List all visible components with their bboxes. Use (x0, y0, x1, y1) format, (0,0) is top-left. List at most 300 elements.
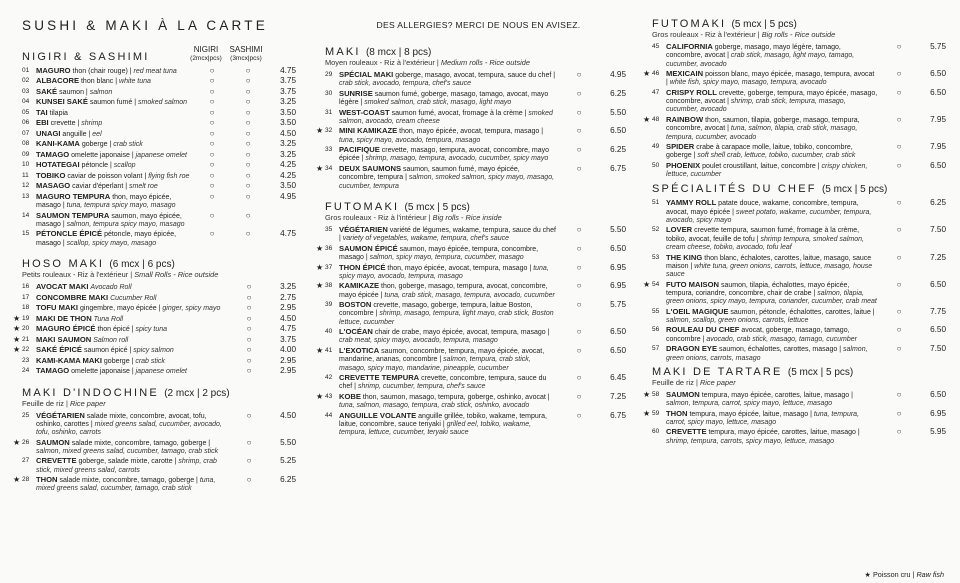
item-description: SUNRISE saumon fumé, goberge, masago, tamago, avocat, mayo légère | smoked salmon, crab stick, masago, light mayo (339, 88, 549, 107)
item-desc-en: smelt roe (129, 183, 158, 191)
item-desc-en: salmon, tempura, carrot, spicy mayo, lettuce, masago (666, 400, 833, 408)
item-price: 4.75 (280, 324, 296, 334)
item-desc-fr: poisson blanc, mayo épicée, masago, tempura, avocat (705, 71, 875, 79)
item-desc-en: white tuna (119, 78, 151, 86)
item-desc-fr: thon, saumon, tilapia, goberge, masago, tempura, concombre, avocat (666, 116, 860, 133)
item-desc-en: salmon, smoked salmon, spicy mayo, masago, cucumber, tempura (339, 174, 555, 190)
item-name: SAUMON ÉPICÉ (339, 243, 398, 253)
right-column (643, 0, 960, 583)
item-description: MINI KAMIKAZE thon, mayo épicée, avocat, tempura, masago | tuna, spicy mayo, avocado, tempura, masago (339, 126, 544, 144)
menu-item (22, 77, 302, 86)
item-number: 11 (22, 171, 29, 179)
item-price: 3.75 (280, 86, 296, 96)
raw-fish-legend: ★ Poisson cru | Raw fish (864, 570, 944, 579)
item-desc-fr: salade mixte, concombre, tamago, goberge (59, 477, 195, 485)
item-description: PÉTONCLE ÉPICÉ pétoncle, mayo épicée, masago | scallop, spicy mayo, masago (36, 229, 177, 247)
item-description: MASAGO caviar d'éperlant | smelt roe (36, 181, 158, 191)
item-description: KOBE thon, saumon, masago, tempura, goberge, oshinko, avocat | tuna, salmon, masago, tempura, crab stick, oshinko, avocado (339, 391, 550, 410)
order-circle-icon: ○ (576, 163, 582, 173)
item-description: PACIFIQUE crevette, masago, tempura, avocat, concombre, mayo épicée | shrimp, masago, tempura, avocado, cucumber, spicy mayo (339, 145, 550, 163)
item-description: CREVETTE TEMPURA crevette, concombre, tempura, sauce du chef | shrimp, cucumber, tempura, chef's sauce (339, 373, 547, 391)
item-desc-fr: saumon fumé, goberge, masago, tamago, avocat, mayo légère (339, 90, 549, 107)
item-price: 7.95 (930, 114, 946, 124)
item-description: CRISPY ROLL crevette, goberge, tempura, mayo épicée, masago, concombre, avocat | shrimp, crab stick, tempura, masago, cucumber, avocado (666, 87, 878, 114)
item-description: SAUMON TEMPURA saumon, mayo épicée, masago | salmon, tempura spicy mayo, masago (36, 210, 185, 228)
item-name: KANI-KAMA (36, 139, 80, 149)
item-number: 25 (22, 411, 30, 419)
item-price: 6.25 (610, 145, 626, 155)
item-description: CALIFORNIA goberge, masago, mayo légère, tamago, concombre, avocat | crab stick, masago, light mayo, tamago, cucumber, avocado (666, 42, 855, 68)
item-desc-en: tuna, tempura spicy mayo, masago (66, 202, 176, 210)
menu-item (316, 262, 632, 282)
item-description: RAINBOW thon, saumon, tilapia, goberge, masago, tempura, concombre, avocat | tuna, salmon, tilapia, crab stick, masago, tempura, cucumber, avocado (666, 114, 860, 141)
tartare-title: MAKI DE TARTARE (5 mcx | 5 pcs) (652, 365, 854, 378)
item-number: 50 (652, 161, 660, 169)
item-number: 40 (325, 328, 333, 336)
item-desc-fr: gingembre, mayo épicée (80, 305, 157, 313)
item-name: MAGURO ÉPICÉ (36, 324, 96, 334)
nigiri-circle-icon: ○ (209, 181, 215, 191)
raw-fish-star-icon: ★ (316, 262, 324, 272)
item-name: MAGURO TEMPURA (36, 191, 111, 201)
order-circle-icon: ○ (576, 410, 582, 420)
order-circle-icon: ○ (896, 87, 902, 97)
item-desc-fr: crevette, masago, tempura, avocat, concombre, mayo épicée (339, 147, 550, 163)
menu-item (22, 119, 302, 128)
item-number: 06 (22, 119, 30, 127)
item-desc-fr: goberge, masago, mayo légère, tamago, concombre, avocat (666, 44, 841, 60)
raw-fish-star-icon: ★ (13, 334, 21, 344)
item-desc-en: scallop (113, 162, 136, 170)
item-price: 6.50 (930, 279, 946, 289)
item-desc-fr: saumon, pétoncle, échalottes, carottes, laitue (730, 308, 871, 316)
item-number: 44 (325, 411, 333, 419)
item-desc-fr: caviar d'éperlant (72, 183, 124, 191)
allergy-notice: DES ALLERGIES? MERCI DE NOUS EN AVISEZ. (376, 20, 581, 30)
item-name: PHOENIX (666, 160, 701, 170)
item-description: SAUMON salade mixte, concombre, tamago, goberge | salmon, mixed greens salad, cucumber, tamago, crab stick (36, 437, 219, 455)
item-desc-fr: crevette, concombre, tempura, sauce du chef (339, 375, 547, 391)
item-price: 6.25 (280, 475, 296, 485)
order-circle-icon: ○ (246, 313, 252, 323)
order-circle-icon: ○ (245, 107, 251, 117)
item-name: L'OEIL MAGIQUE (666, 306, 729, 316)
item-number: 01 (22, 67, 30, 74)
item-desc-en: variety of vegetables, wakame, tempura, chef's sauce (342, 235, 510, 243)
item-price: 6.25 (930, 198, 946, 208)
item-desc-en: salmon, green onions, carrots, masago (666, 346, 868, 362)
menu-item (13, 345, 302, 355)
item-description: KANI-KAMA goberge | crab stick (36, 139, 143, 149)
item-name: TOFU MAKI (36, 303, 79, 313)
item-price: 5.50 (610, 224, 626, 234)
item-price: 3.75 (280, 76, 296, 86)
raw-fish-star-icon: ★ (316, 281, 324, 291)
item-description: THON salade mixte, concombre, tamago, goberge | tuna, mixed greens salad, cucumber, tamago, crab stick (36, 475, 216, 493)
item-number: 22 (22, 346, 30, 354)
order-circle-icon: ○ (576, 300, 582, 310)
item-desc-fr: thon blanc, échalotes, carottes, laitue, masago, sauce maison (666, 254, 872, 270)
item-number: 39 (325, 301, 333, 309)
item-name: CONCOMBRE MAKI (36, 292, 109, 302)
item-price: 6.75 (610, 410, 626, 420)
menu-item (13, 324, 302, 334)
item-number: 20 (22, 325, 30, 333)
item-desc-fr: tempura, mayo épicée, carottes, laitue, masago (708, 429, 856, 437)
order-circle-icon: ○ (245, 229, 251, 239)
item-number: 19 (22, 314, 30, 322)
item-price: 2.95 (280, 366, 296, 376)
order-circle-icon: ○ (245, 139, 251, 149)
item-name: CRISPY ROLL (666, 87, 717, 97)
item-description: VÉGÉTARIEN variété de légumes, wakame, tempura, sauce du chef | variety of vegetables, wakame, tempura, chef's sauce (339, 224, 556, 243)
item-desc-en: japanese omelet (135, 368, 187, 376)
raw-fish-star-icon: ★ (316, 391, 324, 401)
item-price: 4.00 (280, 345, 296, 355)
hoso-title: HOSO MAKI (6 mcx | 6 pcs) (22, 258, 175, 271)
item-description: THON tempura, mayo épicée, laitue, masago | tuna, tempura, carrot, spicy mayo, lettuce, masago (666, 408, 860, 426)
menu-item (22, 367, 302, 376)
order-circle-icon: ○ (896, 69, 902, 79)
item-description: PHOENIX poulet croustillant, laitue, concombre | crispy chicken, lettuce, cucumber (666, 160, 868, 179)
menu-item (316, 126, 632, 145)
item-description (36, 283, 232, 292)
item-desc-fr: saumon (59, 88, 84, 96)
item-price: 6.50 (610, 243, 626, 253)
item-name: SAUMON (36, 437, 70, 447)
order-circle-icon: ○ (245, 76, 251, 86)
item-price: 4.95 (610, 70, 626, 79)
hoso-list (13, 282, 302, 376)
item-number: 54 (652, 280, 660, 288)
item-name: SAUMON (666, 389, 700, 399)
item-desc-en: sweet potato, wakame, cucumber, tempura, avocado, spicy mayo (666, 208, 872, 224)
item-description (36, 109, 194, 118)
item-price: 5.75 (610, 300, 626, 310)
item-name: MAKI DE THON (36, 313, 92, 323)
item-description: CREVETTE tempura, mayo épicée, carottes, laitue, masago | shrimp, tempura, carrots, spicy mayo, lettuce, masago (666, 427, 860, 445)
item-name: KUNSEI SAKÉ (36, 97, 88, 107)
item-name: TOBIKO (36, 170, 66, 180)
item-number: 21 (22, 335, 30, 343)
item-desc-fr: goberge, masago, avocat, tempura, sauce du chef (395, 72, 552, 79)
item-desc-fr: thon, mayo épicée, avocat, tempura, masago (387, 264, 528, 272)
menu-item (652, 428, 952, 446)
item-desc-en: white fish, spicy mayo, masago, tempura, avocado (669, 79, 827, 87)
item-price: 6.50 (610, 345, 626, 355)
menu-item (652, 345, 952, 363)
item-price: 7.50 (930, 344, 946, 354)
item-description: CREVETTE goberge, salade mixte, carotte | shrimp, crab stick, mixed greens salad, carrots (36, 456, 217, 474)
item-price: 6.25 (610, 88, 626, 98)
menu-item (22, 161, 302, 170)
menu-item (22, 98, 302, 107)
menu-item (652, 162, 952, 180)
order-circle-icon: ○ (245, 170, 251, 180)
menu-item (22, 193, 302, 211)
menu-item (316, 281, 632, 300)
item-name: CALIFORNIA (666, 42, 713, 51)
item-desc-fr: thon blanc (80, 78, 114, 86)
item-desc-fr: crevette tempura, saumon fumé, fromage à la crème, tobiko, avocat, feuille de tofu (666, 227, 860, 243)
raw-fish-star-icon: ★ (316, 163, 324, 173)
item-name: ROULEAU DU CHEF (666, 325, 740, 335)
item-description (36, 336, 232, 345)
item-number: 35 (325, 225, 333, 233)
item-number: 48 (652, 115, 660, 123)
item-desc-fr: caviar de poisson volant (67, 172, 143, 180)
item-price: 4.95 (280, 191, 296, 201)
order-circle-icon: ○ (245, 66, 251, 75)
menu-item (22, 283, 302, 292)
order-circle-icon: ○ (896, 325, 902, 335)
menu-item (325, 109, 632, 127)
nigiri-circle-icon: ○ (209, 170, 215, 180)
raw-fish-star-icon: ★ (643, 408, 651, 418)
order-circle-icon: ○ (896, 114, 902, 124)
item-desc-en: ginger, spicy mayo (162, 305, 221, 313)
raw-fish-star-icon: ★ (13, 475, 21, 485)
order-circle-icon: ○ (896, 344, 902, 354)
menu-item (22, 109, 302, 118)
item-desc-en: salmon, spicy mayo, tempura, cucumber, masago (369, 254, 524, 262)
item-name: MINI KAMIKAZE (339, 126, 398, 136)
order-circle-icon: ○ (576, 126, 582, 136)
item-price: 6.75 (610, 163, 626, 173)
item-desc-fr: saumon, mayo épicée, masago (36, 212, 182, 228)
order-circle-icon: ○ (576, 70, 582, 79)
item-desc-en: Cucumber Roll (110, 294, 157, 302)
item-name: UNAGI (36, 128, 61, 138)
item-desc-fr: thon, mayo épicée, masago (36, 193, 172, 210)
item-desc-fr: crabe à carapace molle, laitue, tobiko, concombre, goberge (666, 144, 853, 160)
raw-fish-star-icon: ★ (316, 243, 324, 253)
item-number: 55 (652, 307, 660, 315)
order-circle-icon: ○ (576, 327, 582, 337)
item-description: DRAGON EYE saumon, échalottes, carottes, masago | salmon, green onions, carrots, masago (666, 344, 868, 362)
order-circle-icon: ○ (245, 86, 251, 96)
menu-item (13, 313, 302, 324)
item-name: CREVETTE TEMPURA (339, 373, 420, 383)
item-name: HOTATEGAI (36, 160, 80, 170)
item-desc-en: tuna, mixed greens salad, cucumber, tamago, crab stick (36, 477, 216, 493)
order-circle-icon: ○ (246, 410, 252, 420)
order-circle-icon: ○ (245, 160, 251, 170)
item-name: TAMAGO (36, 149, 70, 159)
item-number: 04 (22, 98, 30, 106)
menu-item (22, 304, 302, 313)
item-desc-fr: saumon, tilapia, échalottes, mayo épicée, tempura, coriandre, concombre, chair de crabe (666, 281, 850, 297)
order-circle-icon: ○ (246, 334, 252, 344)
order-circle-icon: ○ (246, 456, 252, 466)
item-desc-en: salmon, mixed greens salad, cucumber, tamago, crab stick (36, 447, 219, 455)
order-circle-icon: ○ (896, 427, 902, 437)
item-description: KAMIKAZE thon, goberge, masago, tempura, avocat, concombre, mayo épicée | tuna, crab stick, masago, tempura, avocado, cucumber (339, 281, 555, 299)
order-circle-icon: ○ (896, 408, 902, 418)
item-price: 6.50 (930, 160, 946, 170)
menu-item (316, 391, 632, 411)
indochine-title: MAKI D'INDOCHINE (2 mcx | 2 pcs) (22, 386, 230, 399)
item-desc-en: salmon, tempura spicy mayo, masago (66, 220, 185, 228)
order-circle-icon: ○ (245, 191, 251, 201)
item-desc-fr: poulet croustillant, laitue, concombre (702, 162, 816, 170)
order-circle-icon: ○ (576, 281, 582, 291)
item-number: 07 (22, 129, 30, 137)
item-name: KAMI-KAMA MAKI (36, 355, 102, 365)
item-name: THON (666, 408, 688, 418)
order-circle-icon: ○ (245, 128, 251, 138)
maki-subtitle: Moyen rouleaux - Riz à l'extérieur | Medium rolls - Rice outside (325, 58, 531, 67)
menu-item (13, 437, 302, 457)
item-desc-fr: salade mixte, concombre, avocat, tofu, oshinko, carottes (36, 412, 207, 428)
menu-item (652, 326, 952, 344)
nigiri-circle-icon: ○ (209, 160, 215, 170)
item-desc-en: tuna, crab stick, masago, tempura, avocado, cucumber (384, 291, 555, 299)
item-price: 7.25 (610, 391, 626, 401)
item-description: TAMAGO omelette japonaise | japanese omelet (36, 149, 187, 159)
item-desc-en: shrimp, crab stick, tempura, masago, cucumber, avocado (666, 98, 846, 114)
raw-fish-star-icon: ★ (13, 345, 21, 355)
futomaki-b-subtitle: Gros rouleaux - Riz à l'extérieur | Big rolls - Rice outside (652, 30, 836, 39)
item-name: KOBE (339, 391, 361, 401)
item-description: SAUMON ÉPICÉ saumon, mayo épicée, tempura, concombre, masago | salmon, spicy mayo, tempura, cucumber, masago (339, 243, 539, 262)
item-desc-en: white tuna, green onions, carrots, lettuce, masago, house sauce (666, 262, 873, 279)
item-number: 43 (325, 392, 333, 400)
item-desc-fr: anguille (62, 130, 87, 138)
item-price: 2.95 (280, 355, 296, 365)
item-desc-en: salmon, scallop, green onions, carrots, lettuce (666, 317, 809, 324)
item-price: 6.95 (930, 408, 946, 418)
menu-item (22, 357, 302, 366)
nigiri-col-label: NIGIRI (193, 45, 219, 54)
order-circle-icon: ○ (246, 355, 252, 365)
item-number: 57 (652, 345, 660, 353)
item-price: 6.95 (610, 262, 626, 272)
item-name: KAMIKAZE (339, 281, 380, 291)
item-desc-fr: avocat, goberge, masago, tamago, concombre (666, 327, 850, 343)
item-desc-fr: saumon fumé, avocat, fromage à la crème (391, 109, 523, 117)
nigiri-circle-icon: ○ (209, 128, 215, 138)
item-name: WEST-COAST (339, 107, 390, 117)
item-number: 15 (22, 230, 30, 238)
item-desc-en: crab stick, masago, light mayo, tamago, cucumber, avocado (666, 52, 855, 68)
item-number: 51 (652, 199, 660, 207)
item-desc-fr: thon (chair rouge) (72, 68, 128, 75)
menu-item (316, 345, 632, 373)
item-description: KUNSEI SAKÉ saumon fumé | smoked salmon (36, 97, 188, 107)
nigiri-circle-icon: ○ (209, 76, 215, 86)
item-price: 6.50 (930, 325, 946, 335)
item-desc-en: spicy tuna (135, 326, 168, 334)
item-number: 32 (325, 127, 333, 135)
item-desc-fr: goberge, salade mixte, carotte (78, 458, 173, 466)
item-number: 28 (22, 476, 30, 484)
sashimi-col-label: SASHIMI (229, 45, 263, 54)
item-desc-en: crab stick, avocado, tempura, chef's sauce (339, 80, 472, 88)
item-desc-fr: pétoncle (81, 162, 109, 170)
nigiri-circle-icon: ○ (209, 210, 215, 220)
item-description: YAMMY ROLL patate douce, wakame, concombre, tempura, avocat, mayo épicée | sweet potato, wakame, cucumber, tempura, avocado, spicy mayo (666, 198, 872, 224)
item-desc-en: tuna, salmon, masago, tempura, crab stick, oshinko, avocado (339, 402, 530, 410)
item-name: SPIDER (666, 142, 695, 152)
item-desc-fr: thon, mayo épicée, avocat, tempura, masago (399, 128, 540, 136)
item-number: 13 (22, 192, 30, 200)
item-description (36, 315, 232, 324)
item-number: 33 (325, 146, 333, 154)
item-number: 49 (652, 143, 660, 151)
item-price: 5.50 (280, 437, 296, 447)
item-name: FUTO MAISON (666, 279, 720, 289)
item-desc-en: soft shell crab, lettuce, tobiko, cucumber, crab stick (697, 152, 856, 160)
item-desc-fr: saumon, mayo épicée, tempura, concombre, masago (339, 245, 539, 262)
order-circle-icon: ○ (896, 42, 902, 51)
order-circle-icon: ○ (245, 97, 251, 107)
tartare-list (643, 389, 952, 446)
item-price: 2.95 (280, 303, 296, 313)
item-description: HOTATEGAI pétoncle | scallop (36, 160, 136, 170)
item-price: 4.50 (280, 128, 296, 138)
item-number: 60 (652, 428, 660, 436)
raw-fish-star-icon: ★ (643, 389, 651, 399)
nigiri-circle-icon: ○ (209, 229, 215, 239)
order-circle-icon: ○ (246, 303, 252, 313)
item-name: TAMAGO (36, 366, 70, 376)
item-desc-en: red meat tuna (133, 68, 177, 75)
item-desc-en: crab stick (113, 141, 143, 149)
item-price: 3.75 (280, 334, 296, 344)
item-price: 6.50 (610, 327, 626, 337)
menu-item (316, 163, 632, 191)
item-desc-en: salmon (89, 88, 113, 96)
menu-item (643, 114, 952, 142)
indochine-list (13, 410, 302, 494)
item-price: 3.25 (280, 149, 296, 159)
item-number: 30 (325, 89, 333, 97)
indochine-subtitle: Feuille de riz | Rice paper (22, 398, 106, 408)
raw-fish-star-icon: ★ (643, 69, 651, 79)
item-desc-fr: goberge (81, 141, 108, 149)
order-circle-icon: ○ (246, 366, 252, 376)
menu-item (652, 43, 952, 69)
item-price: 5.25 (280, 456, 296, 466)
order-circle-icon: ○ (246, 437, 252, 447)
item-description: WEST-COAST saumon fumé, avocat, fromage à la crème | smoked salmon, avocado, cream cheese (339, 107, 553, 125)
item-name: SUNRISE (339, 88, 373, 98)
nigiri-circle-icon: ○ (209, 149, 215, 159)
raw-fish-star-icon: ★ (643, 114, 651, 124)
item-price: 3.25 (280, 97, 296, 107)
item-description: TAMAGO omelette japonaise | japanese omelet (36, 366, 187, 376)
item-description: LOVER crevette tempura, saumon fumé, fromage à la crème, tobiko, avocat, feuille de tofu | shrimp tempura, smoked salmon, cream cheese, tobiko, avocado, tofu leaf (666, 225, 864, 252)
menu-item (325, 374, 632, 392)
item-desc-en: salmon, tempura, crab stick, masago, spicy mayo, mandarine, pineapple, cucumber (339, 356, 531, 372)
order-circle-icon: ○ (246, 345, 252, 355)
specialites-title: SPÉCIALITÉS DU CHEF (5 mcx | 5 pcs) (652, 183, 888, 196)
item-price: 4.25 (280, 160, 296, 170)
item-name: CREVETTE (666, 427, 707, 437)
nigiri-circle-icon: ○ (209, 191, 215, 201)
menu-item (643, 389, 952, 409)
menu-title: SUSHI & MAKI À LA CARTE (22, 18, 268, 33)
item-price: 6.50 (930, 389, 946, 399)
futomaki-b-list (643, 42, 952, 179)
item-desc-fr: omelette japonaise (71, 368, 130, 376)
item-number: 10 (22, 161, 30, 169)
menu-item (22, 67, 302, 76)
item-number: 09 (22, 150, 30, 158)
item-desc-fr: salade mixte, concombre, tamago, goberge (71, 439, 207, 447)
item-description: THE KING thon blanc, échalotes, carottes, laitue, masago, sauce maison | white tuna, green onions, carrots, lettuce, masago, house sauce (666, 252, 873, 279)
